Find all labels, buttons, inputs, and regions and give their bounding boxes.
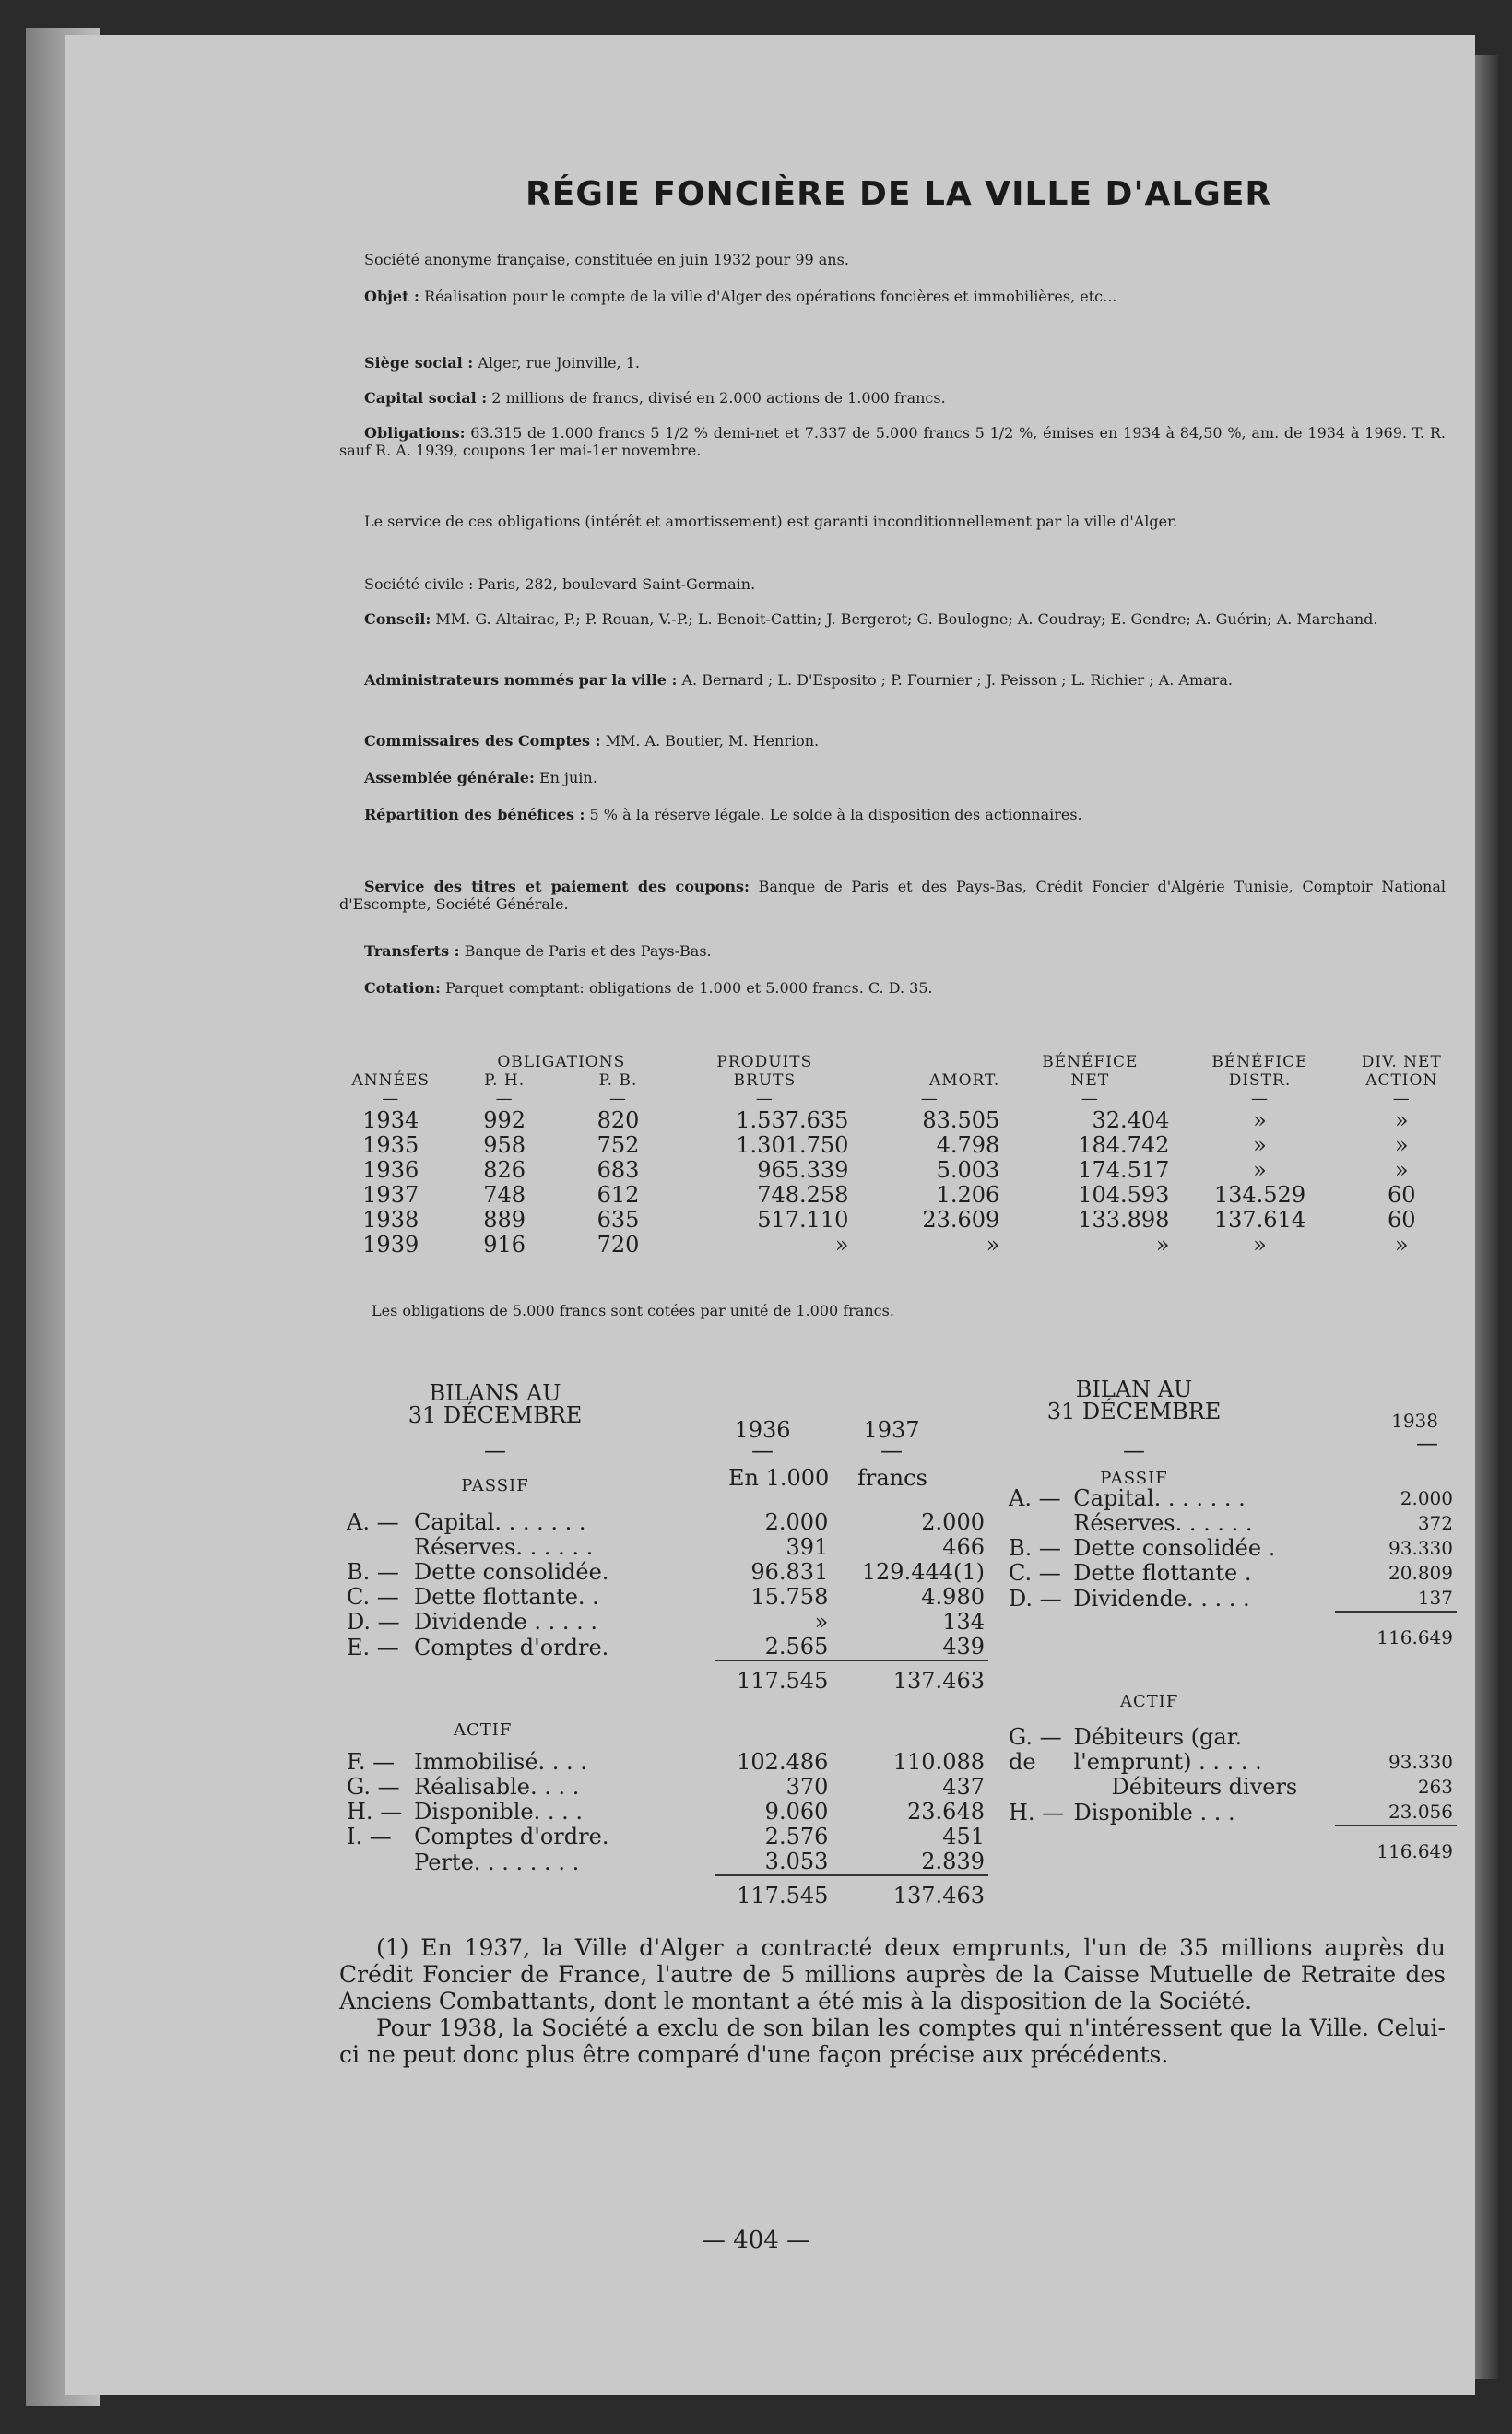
table-row: A. — Capital. . . . . . . 2.000 xyxy=(1009,1485,1453,1511)
header-dash: — xyxy=(1081,1089,1099,1108)
table-row xyxy=(334,1208,1459,1233)
bilan-heading-1: BILAN AU xyxy=(1075,1377,1193,1402)
footnote-p2: Pour 1938, la Société a exclu de son bilan les comptes qui n'intéressent que la Ville. Celui-ci ne peut donc plus être comparé d'une façon précise aux précédents. xyxy=(339,2015,1446,2068)
amort-cell: 1.206 xyxy=(936,1182,1000,1208)
table-row: D. — Dividende . . . . . » 134 xyxy=(347,1609,985,1635)
benefice-net-cell: 32.404 xyxy=(1092,1107,1170,1133)
table-row: H. — Disponible. . . . 9.060 23.648 xyxy=(347,1799,985,1825)
objet-label: Objet : xyxy=(364,288,419,305)
commissaires-label: Commissaires des Comptes : xyxy=(364,732,601,750)
repartition-label: Répartition des bénéfices : xyxy=(364,806,585,823)
table-row xyxy=(334,1158,1459,1183)
pb-cell: 635 xyxy=(597,1207,640,1233)
amort-cell: 23.609 xyxy=(922,1207,1000,1233)
bilans-dash: — xyxy=(484,1437,506,1463)
year-cell: 1938 xyxy=(362,1207,419,1233)
cotation-label: Cotation: xyxy=(364,979,441,997)
header-dash: — xyxy=(920,1089,939,1108)
header-pb: P. B. xyxy=(598,1071,638,1090)
div-net-cell: » xyxy=(1394,1157,1409,1183)
benefice-distr-cell: » xyxy=(1253,1157,1267,1183)
intro-line: Société anonyme française, constituée en juin 1932 pour 99 ans. xyxy=(364,251,849,268)
siege-para xyxy=(339,354,1446,372)
header-ph: P. H. xyxy=(484,1071,526,1090)
assemblee-label: Assemblée générale: xyxy=(364,769,535,786)
table-row: G. — Réalisable. . . . 370 437 xyxy=(347,1774,985,1800)
header-dash: — xyxy=(1392,1089,1411,1108)
benefice-net-cell: » xyxy=(1155,1232,1170,1258)
header-dash: — xyxy=(609,1089,628,1108)
unit-label-b: francs xyxy=(857,1465,927,1491)
benefice-net-cell: 174.517 xyxy=(1078,1157,1170,1183)
total-row: 117.545 137.463 xyxy=(343,1660,988,1694)
obligations-note: Les obligations de 5.000 francs sont cotées par unité de 1.000 francs. xyxy=(372,1302,894,1319)
div-net-cell: » xyxy=(1394,1132,1409,1158)
header-obligations: OBLIGATIONS xyxy=(497,1053,626,1071)
siege-text: Alger, rue Joinville, 1. xyxy=(478,354,640,372)
table-row: de l'emprunt) . . . . . 93.330 xyxy=(1009,1749,1453,1775)
header-bruts: BRUTS xyxy=(733,1071,797,1090)
repartition-para xyxy=(339,806,1446,823)
bilan-dash: — xyxy=(1123,1437,1145,1463)
bilan-right xyxy=(1005,1377,1457,1864)
siege-label: Siège social : xyxy=(364,354,474,372)
service-text: Banque de Paris et des Pays-Bas, Crédit Foncier d'Algérie Tunisie, Comptoir National d'Escompte, Société Générale. xyxy=(339,878,1446,913)
transferts-text: Banque de Paris et des Pays-Bas. xyxy=(464,942,712,960)
benefice-distr-cell: » xyxy=(1253,1107,1267,1133)
conseil-text: MM. G. Altairac, P.; P. Rouan, V.-P.; L. Benoit-Cattin; J. Bergerot; G. Boulogne; A. Coudray; E. Gendre; A. Guérin; A. Marchand. xyxy=(435,610,1378,628)
pb-cell: 752 xyxy=(597,1132,640,1158)
admin-para xyxy=(339,671,1446,689)
header-dash: — xyxy=(382,1089,400,1108)
pb-cell: 683 xyxy=(597,1157,640,1183)
benefice-net-cell: 104.593 xyxy=(1078,1182,1170,1208)
total-row: 117.545 137.463 xyxy=(343,1875,988,1908)
repartition-text: 5 % à la réserve légale. Le solde à la disposition des actionnaires. xyxy=(589,806,1082,823)
objet-text: Réalisation pour le compte de la ville d'Alger des opérations foncières et immobilières, etc... xyxy=(424,288,1117,305)
bilans-col-1936: 1936 xyxy=(734,1417,791,1443)
header-action: ACTION xyxy=(1365,1071,1438,1090)
bilans-dash: — xyxy=(880,1437,903,1463)
header-dash: — xyxy=(495,1089,514,1108)
year-cell: 1934 xyxy=(362,1107,419,1133)
year-cell: 1937 xyxy=(362,1182,419,1208)
service-label: Service des titres et paiement des coupons: xyxy=(364,878,750,895)
table-row: C. — Dette flottante. . 15.758 4.980 xyxy=(347,1584,985,1610)
transferts-para xyxy=(339,942,1446,960)
header-dash: — xyxy=(1250,1089,1269,1108)
table-row xyxy=(334,1108,1459,1133)
bilans-col-1937: 1937 xyxy=(863,1417,920,1443)
produits-cell: 517.110 xyxy=(757,1207,849,1233)
table-row: E. — Comptes d'ordre. 2.565 439 xyxy=(347,1634,985,1660)
table-row: Réserves. . . . . . 372 xyxy=(1073,1510,1453,1536)
pb-cell: 820 xyxy=(597,1107,640,1133)
header-benefice-distr: BÉNÉFICE xyxy=(1211,1053,1308,1071)
produits-cell: 965.339 xyxy=(757,1157,849,1183)
cotation-text: Parquet comptant: obligations de 1.000 et 5.000 francs. C. D. 35. xyxy=(444,979,933,997)
amort-cell: 83.505 xyxy=(922,1107,1000,1133)
table-row xyxy=(334,1133,1459,1158)
benefice-net-cell: 133.898 xyxy=(1078,1207,1170,1233)
header-amort: AMORT. xyxy=(928,1071,1000,1090)
page-title: RÉGIE FONCIÈRE DE LA VILLE D'ALGER xyxy=(526,175,1272,213)
produits-cell: 1.301.750 xyxy=(736,1132,849,1158)
conseil-para xyxy=(339,610,1446,628)
obligations-label: Obligations: xyxy=(364,424,466,442)
ph-cell: 826 xyxy=(483,1157,526,1183)
actif-label: ACTIF xyxy=(1120,1692,1179,1711)
obligations-para xyxy=(339,424,1446,459)
amort-cell: » xyxy=(986,1232,1000,1258)
header-dash: — xyxy=(755,1089,774,1108)
produits-cell: 748.258 xyxy=(757,1182,849,1208)
table-row: D. — Dividende. . . . . 137 xyxy=(1009,1585,1453,1612)
actif-label: ACTIF xyxy=(454,1720,513,1740)
annual-results-table xyxy=(334,1053,1459,1258)
bilan-heading-2: 31 DÉCEMBRE xyxy=(1046,1399,1222,1424)
assemblee-para xyxy=(339,769,1446,786)
passif-label: PASSIF xyxy=(1100,1469,1168,1488)
header-produits: PRODUITS xyxy=(716,1053,813,1071)
bilans-left xyxy=(343,1381,988,1908)
bilan-dash: — xyxy=(1416,1430,1438,1456)
header-div-net: DIV. NET xyxy=(1361,1053,1442,1071)
table-row: H. — Disponible . . . 23.056 xyxy=(1009,1799,1453,1826)
bilans-actif-table xyxy=(343,1750,988,1908)
bilan-col-1938: 1938 xyxy=(1391,1410,1438,1432)
commissaires-text: MM. A. Boutier, M. Henrion. xyxy=(605,732,820,750)
capital-para xyxy=(339,389,1446,407)
bilans-heading-1: BILANS AU xyxy=(429,1380,561,1406)
table-row: B. — Dette consolidée . 93.330 xyxy=(1009,1535,1453,1561)
footnote-p1: (1) En 1937, la Ville d'Alger a contracté deux emprunts, l'un de 35 millions auprès du Crédit Foncier de France, l'autre de 5 millions auprès de la Caisse Mutuelle de Retraite des Anciens Combattants, dont le montant a été mis à la disposition de la Société. xyxy=(339,1934,1446,2015)
admin-label: Administrateurs nommés par la ville : xyxy=(364,671,678,689)
page-number: — 404 — xyxy=(701,2227,811,2254)
table-row: I. — Comptes d'ordre. 2.576 451 xyxy=(347,1824,985,1849)
div-net-cell: 60 xyxy=(1387,1182,1416,1208)
bilan-actif-table xyxy=(1005,1725,1457,1864)
benefice-distr-cell: » xyxy=(1253,1132,1267,1158)
produits-cell: 1.537.635 xyxy=(736,1107,849,1133)
bilans-dash: — xyxy=(751,1437,774,1463)
ph-cell: 916 xyxy=(483,1232,526,1258)
capital-text: 2 millions de francs, divisé en 2.000 actions de 1.000 francs. xyxy=(491,389,946,407)
header-annees: ANNÉES xyxy=(351,1071,430,1090)
objet-para xyxy=(339,288,1446,305)
benefice-distr-cell: » xyxy=(1253,1232,1267,1258)
pb-cell: 720 xyxy=(597,1232,640,1258)
service-para xyxy=(339,878,1446,913)
footnote xyxy=(339,1934,1446,2068)
total-row: 116.649 xyxy=(1005,1612,1457,1650)
capital-label: Capital social : xyxy=(364,389,488,407)
header-benefice: BÉNÉFICE xyxy=(1042,1053,1139,1071)
benefice-net-cell: 184.742 xyxy=(1078,1132,1170,1158)
ph-cell: 958 xyxy=(483,1132,526,1158)
pb-cell: 612 xyxy=(597,1182,640,1208)
div-net-cell: » xyxy=(1394,1107,1409,1133)
ph-cell: 889 xyxy=(483,1207,526,1233)
admin-text: A. Bernard ; L. D'Esposito ; P. Fournier ; J. Peisson ; L. Richier ; A. Amara. xyxy=(681,671,1233,689)
cotation-para xyxy=(339,979,1446,997)
table-row xyxy=(334,1183,1459,1208)
table-row: Débiteurs divers 263 xyxy=(1111,1774,1453,1800)
ph-cell: 748 xyxy=(483,1182,526,1208)
commissaires-para xyxy=(339,732,1446,750)
table-row xyxy=(334,1233,1459,1258)
garantie-para: Le service de ces obligations (intérêt et amortissement) est garanti inconditionnellement par la ville d'Alger. xyxy=(364,513,1178,530)
year-cell: 1935 xyxy=(362,1132,419,1158)
conseil-label: Conseil: xyxy=(364,610,431,628)
passif-label: PASSIF xyxy=(461,1476,529,1495)
bilans-passif-table xyxy=(343,1510,988,1694)
benefice-distr-cell: 137.614 xyxy=(1213,1207,1306,1233)
table-row: Perte. . . . . . . . 3.053 2.839 xyxy=(414,1849,985,1875)
table-row: C. — Dette flottante . 20.809 xyxy=(1009,1560,1453,1586)
table-row: F. — Immobilisé. . . . 102.486 110.088 xyxy=(347,1749,985,1775)
benefice-distr-cell: 134.529 xyxy=(1213,1182,1306,1208)
bilans-heading-2: 31 DÉCEMBRE xyxy=(408,1402,583,1428)
div-net-cell: 60 xyxy=(1387,1207,1416,1233)
transferts-label: Transferts : xyxy=(364,942,460,960)
header-distr: DISTR. xyxy=(1228,1071,1292,1090)
table-row: B. — Dette consolidée. 96.831 129.444(1) xyxy=(347,1559,985,1585)
unit-label-a: En 1.000 xyxy=(728,1465,830,1491)
div-net-cell: » xyxy=(1394,1232,1409,1258)
header-net: NET xyxy=(1070,1071,1110,1090)
produits-cell: » xyxy=(834,1232,849,1258)
amort-cell: 4.798 xyxy=(936,1132,1000,1158)
assemblee-text: En juin. xyxy=(538,769,597,786)
amort-cell: 5.003 xyxy=(936,1157,1000,1183)
bilan-passif-table xyxy=(1005,1486,1457,1650)
year-cell: 1936 xyxy=(362,1157,419,1183)
total-row: 116.649 xyxy=(1005,1826,1457,1864)
table-row: Réserves. . . . . . 391 466 xyxy=(414,1534,985,1560)
table-row: A. — Capital. . . . . . . 2.000 2.000 xyxy=(347,1509,985,1535)
year-cell: 1939 xyxy=(362,1232,419,1258)
obligations-text: 63.315 de 1.000 francs 5 1/2 % demi-net et 7.337 de 5.000 francs 5 1/2 %, émises en 1934 à 84,50 %, am. de 1934 à 1969. T. R. sauf R. A. 1939, coupons 1er mai-1er novembre. xyxy=(339,424,1446,459)
ph-cell: 992 xyxy=(483,1107,526,1133)
table-row: G. — Débiteurs (gar. xyxy=(1009,1724,1243,1750)
civile-para: Société civile : Paris, 282, boulevard Saint-Germain. xyxy=(364,575,756,593)
